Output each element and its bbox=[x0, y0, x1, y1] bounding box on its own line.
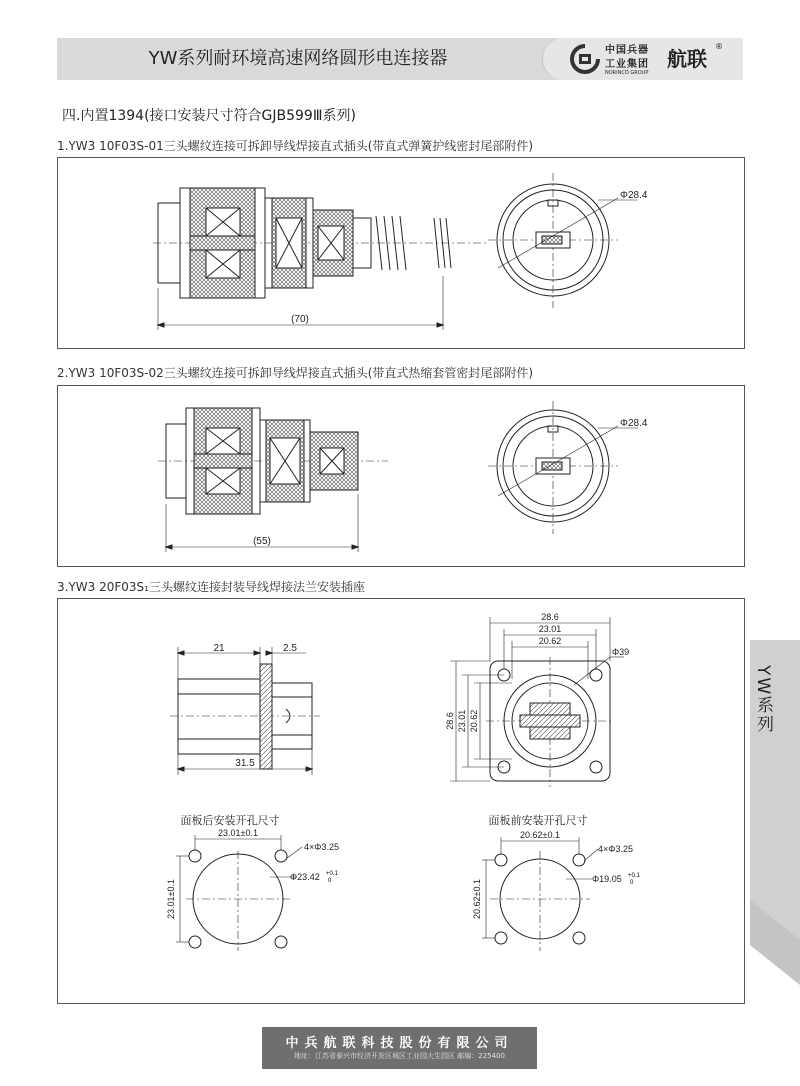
item1-drawing-panel bbox=[57, 157, 745, 349]
item2-caption: 2.YW3 10F03S-02三头螺纹连接可拆卸导线焊接直式插头(带直式热缩套管密封尾部附件) bbox=[57, 366, 534, 380]
item3-front-width-mid: 23.01 bbox=[538, 624, 562, 634]
item3-side-dim-total: 31.5 bbox=[235, 758, 255, 769]
item3-front-height-mid: 23.01 bbox=[457, 709, 467, 733]
logo-company-en: NORINCO GROUP bbox=[605, 70, 649, 76]
item1-side-view bbox=[153, 188, 488, 330]
item3-drawing bbox=[58, 599, 744, 1003]
front-cutout-tol-lower: 0 bbox=[630, 880, 634, 886]
item3-front-height-outer: 28.6 bbox=[445, 712, 455, 730]
registered-mark: ® bbox=[715, 42, 723, 51]
norinco-logo-icon bbox=[569, 44, 601, 74]
front-cutout-spacing-h: 20.62±0.1 bbox=[520, 830, 560, 840]
item3-side-dim-a: 21 bbox=[213, 643, 225, 654]
logo-company-line1: 中国兵器 bbox=[605, 45, 649, 56]
side-tab-label: YW系列 bbox=[753, 665, 773, 735]
item1-caption: 1.YW3 10F03S-01三头螺纹连接可拆卸导线焊接直式插头(带直式弹簧护线密封尾部附件) bbox=[57, 139, 534, 153]
front-cutout-title: 面板前安装开孔尺寸 bbox=[488, 814, 588, 827]
rear-cutout-spacing-h: 23.01±0.1 bbox=[218, 828, 258, 838]
item3-front-height-inner: 20.62 bbox=[469, 709, 479, 733]
item2-end-view bbox=[488, 401, 638, 534]
item1-length-dim: (70) bbox=[291, 314, 309, 325]
item2-length-dim: (55) bbox=[253, 536, 271, 547]
item3-front-width-inner: 20.62 bbox=[538, 636, 562, 646]
item3-side-view bbox=[170, 647, 320, 775]
rear-cutout-tol-lower: 0 bbox=[328, 878, 332, 884]
rear-cutout-bore: Φ23.42 bbox=[290, 872, 320, 882]
front-cutout-bore: Φ19.05 bbox=[592, 874, 622, 884]
item2-side-view bbox=[158, 408, 388, 552]
item3-front-width-outer: 28.6 bbox=[541, 612, 559, 622]
rear-cutout-tol-upper: +0.1 bbox=[326, 871, 338, 877]
footer-company: 中兵航联科技股份有限公司 bbox=[285, 1036, 514, 1051]
item2-diameter-dim: Φ28.4 bbox=[620, 418, 648, 429]
rear-cutout-holes: 4×Φ3.25 bbox=[304, 842, 339, 852]
page-footer bbox=[262, 1027, 537, 1069]
front-cutout-tol-upper: +0.1 bbox=[628, 873, 640, 879]
item3-drawing-panel bbox=[57, 598, 745, 1004]
rear-cutout-drawing bbox=[176, 835, 302, 951]
item3-front-diameter: Φ39 bbox=[612, 647, 630, 657]
item1-end-view bbox=[488, 173, 638, 308]
item2-drawing bbox=[58, 386, 744, 566]
rear-cutout-spacing-v: 23.01±0.1 bbox=[166, 879, 176, 919]
company-logo bbox=[542, 38, 743, 80]
front-cutout-spacing-v: 20.62±0.1 bbox=[472, 879, 482, 919]
logo-company-line2: 工业集团 bbox=[605, 59, 649, 70]
page-title: YW系列耐环境高速网络圆形电连接器 bbox=[148, 48, 448, 69]
item1-diameter-dim: Φ28.4 bbox=[620, 190, 648, 201]
item3-front-view bbox=[450, 617, 624, 787]
logo-brand: 航联 bbox=[667, 47, 707, 71]
item3-caption: 3.YW3 20F03S₁三头螺纹连接封装导线焊接法兰安装插座 bbox=[57, 580, 365, 594]
page-header bbox=[57, 38, 743, 80]
rear-cutout-title: 面板后安装开孔尺寸 bbox=[180, 814, 280, 827]
front-cutout-holes: 4×Φ3.25 bbox=[598, 844, 633, 854]
item1-drawing bbox=[58, 158, 744, 348]
section-heading: 四.内置1394(接口安装尺寸符合GJB599Ⅲ系列) bbox=[62, 108, 356, 124]
item2-drawing-panel bbox=[57, 385, 745, 567]
footer-address: 地址：江苏省泰兴市经济开发区城区工业园大生园区 邮编：225400 bbox=[294, 1052, 505, 1060]
front-cutout-drawing bbox=[482, 837, 598, 951]
item3-side-dim-b: 2.5 bbox=[283, 643, 297, 654]
